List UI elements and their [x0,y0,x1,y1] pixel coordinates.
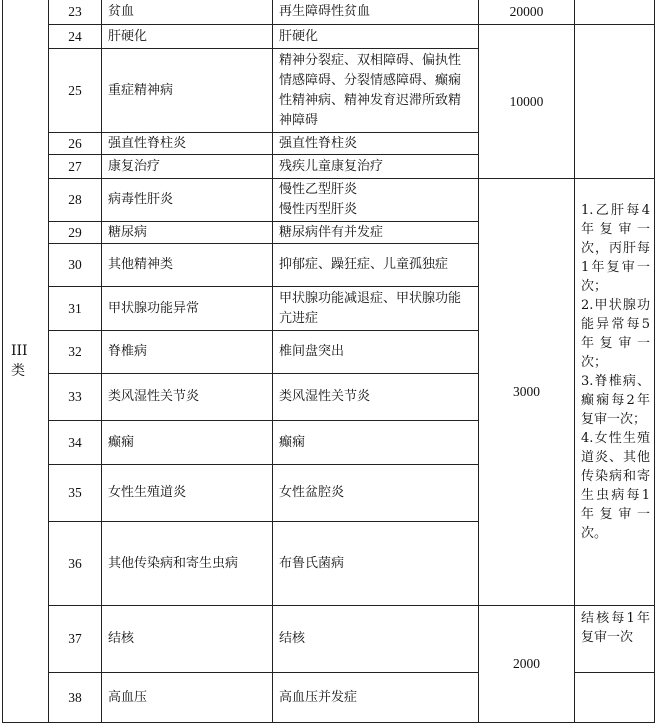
row-number: 30 [49,244,102,287]
amount-cell: 20000 [479,0,575,25]
disease-name: 康复治疗 [102,155,273,179]
row-number: 32 [49,331,102,374]
note-cell [575,0,655,25]
amount-cell: 10000 [479,25,575,179]
table-row [3,606,655,673]
condition-name: 糖尿病伴有并发症 [273,222,479,244]
condition-name: 抑郁症、躁狂症、儿童孤独症 [273,244,479,287]
note-line: 4.女性生殖道炎、其他传染病和寄生虫病每1年复审一次。 [581,431,650,541]
condition-name: 布鲁氏菌病 [273,522,479,606]
row-number: 35 [49,465,102,522]
note-line: 1.乙肝每4年复审一次，丙肝每1年复审一次； [581,203,650,294]
disease-name: 女性生殖道炎 [102,465,273,522]
amount-cell: 2000 [479,606,575,723]
disease-name: 强直性脊柱炎 [102,133,273,155]
row-number: 29 [49,222,102,244]
disease-name: 贫血 [102,0,273,25]
condition-name: 再生障碍性贫血 [273,0,479,25]
disease-name: 癫痫 [102,421,273,465]
condition-name: 结核 [273,606,479,673]
table-row [3,25,655,49]
row-number: 38 [49,673,102,723]
row-number: 28 [49,179,102,222]
condition-name: 类风湿性关节炎 [273,374,479,421]
row-number: 26 [49,133,102,155]
row-number: 24 [49,25,102,49]
amount-cell: 3000 [479,179,575,606]
disease-name: 甲状腺功能异常 [102,287,273,331]
row-number: 31 [49,287,102,331]
condition-name: 肝硬化 [273,25,479,49]
table-row [3,0,655,25]
note-cell [575,25,655,179]
row-number: 27 [49,155,102,179]
disease-name: 类风湿性关节炎 [102,374,273,421]
row-number: 34 [49,421,102,465]
condition-name: 精神分裂症、双相障碍、偏执性情感障碍、分裂情感障碍、癫痫性精神病、精神发育迟滞所致精神障碍 [273,49,479,133]
condition-name: 强直性脊柱炎 [273,133,479,155]
note-line: 2.甲状腺功能异常每5年复审一次； [581,298,650,370]
category-cell: III 类 [3,0,49,723]
condition-name: 癫痫 [273,421,479,465]
row-number: 33 [49,374,102,421]
disease-name: 结核 [102,606,273,673]
condition-name: 椎间盘突出 [273,331,479,374]
condition-name: 甲状腺功能减退症、甲状腺功能亢进症 [273,287,479,331]
disease-name: 病毒性肝炎 [102,179,273,222]
disease-name: 肝硬化 [102,25,273,49]
note-line: 3.脊椎病、癫痫每2年复审一次； [581,374,650,427]
row-number: 25 [49,49,102,133]
condition-name: 残疾儿童康复治疗 [273,155,479,179]
table-row [3,179,655,222]
disease-name: 高血压 [102,673,273,723]
disease-name: 糖尿病 [102,222,273,244]
disease-name: 重症精神病 [102,49,273,133]
note-cell [575,179,655,606]
row-number: 23 [49,0,102,25]
note-cell: 结核每1年复审一次 [575,606,655,673]
disease-name: 脊椎病 [102,331,273,374]
condition-name: 女性盆腔炎 [273,465,479,522]
disease-name: 其他传染病和寄生虫病 [102,522,273,606]
condition-name: 高血压并发症 [273,673,479,723]
disease-name: 其他精神类 [102,244,273,287]
note-cell [575,673,655,723]
condition-name: 慢性乙型肝炎 慢性丙型肝炎 [273,179,479,222]
row-number: 37 [49,606,102,673]
disease-table [2,0,655,723]
row-number: 36 [49,522,102,606]
